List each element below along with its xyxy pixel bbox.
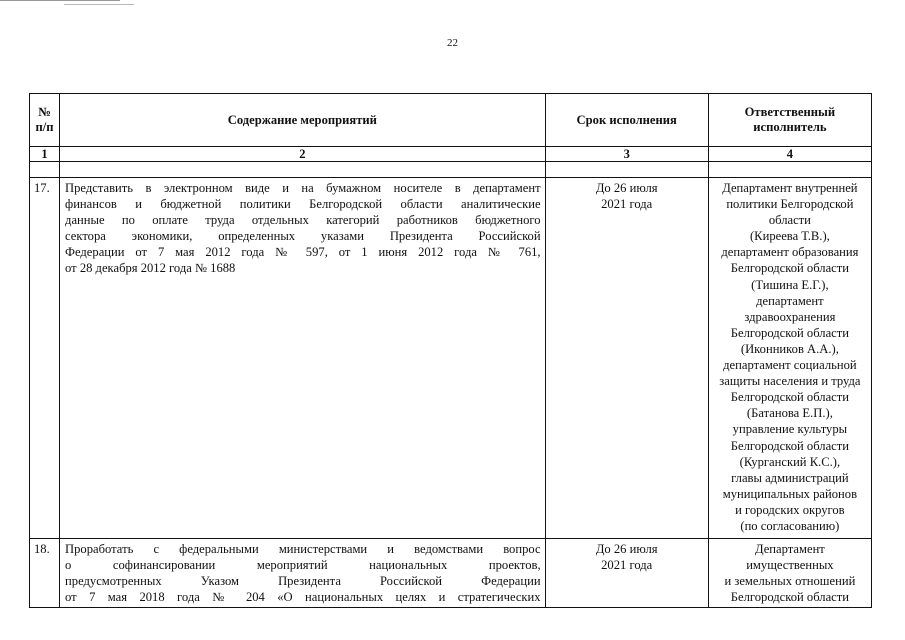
table-row [30,539,872,608]
header-num-label: № п/п [35,105,54,134]
header-executor-label: Ответственный исполнитель [744,105,836,134]
executor-line: имущественных [746,558,834,573]
executor-line: Департамент внутренней [722,181,858,195]
deadline-line: 2021 года [601,558,653,573]
column-number: 4 [708,147,871,162]
executor-line: управление культуры [732,422,848,437]
empty-cell [708,162,871,178]
executor-line: Департамент [754,542,825,556]
executor-line: Белгородской области [730,590,850,605]
content-line: данные по оплате труда отдельных категорий работников бюджетного [65,213,541,228]
deadline-cell [545,178,708,539]
column-number-row [30,147,872,162]
content-line: от 7 мая 2018 года № 204 «О национальных целях и стратегических [65,590,541,605]
header-executor [708,94,871,147]
measure-content [60,178,546,539]
executor-line: (Тишина Е.Г.), [751,277,829,292]
executor-cell [708,178,871,539]
measure-content [60,539,546,608]
column-number: 2 [60,147,546,162]
content-line: от 28 декабря 2012 года № 1688 [65,261,236,276]
executor-line: департамент социальной [723,358,857,373]
executor-line: (Иконников А.А.), [740,341,839,356]
content-line: финансов и бюджетной политики Белгородской области аналитические [65,197,541,212]
executor-cell [708,539,871,608]
header-content: Содержание мероприятий [60,94,546,147]
executor-line: главы администраций [731,470,849,485]
executor-line: департамент [756,293,824,308]
executor-line: муниципальных районов [722,486,858,501]
header-deadline: Срок исполнения [545,94,708,147]
executor-line: Белгородской области [730,261,850,276]
executor-line: Белгородской области [730,325,850,340]
page-number: 22 [447,37,458,49]
empty-cell [60,162,546,178]
row-number: 18. [30,539,60,608]
deadline-line: 2021 года [601,197,653,212]
executor-line: (Курганский К.С.), [739,454,841,469]
executor-line: Белгородской области [730,438,850,453]
deadline-line: До 26 июля [595,181,658,195]
column-number: 3 [545,147,708,162]
row-number: 17. [30,178,60,539]
table-header-row [30,94,872,147]
deadline-cell [545,539,708,608]
content-line: предусмотренных Указом Президента Российской Федерации [65,574,541,589]
header-num [30,94,60,147]
executor-line: и городских округов [735,502,845,517]
content-line: о софинансировании мероприятий национальных проектов, [65,558,541,573]
executor-line: здравоохранения [744,309,836,324]
measures-table [29,93,872,608]
executor-line: защиты населения и труда [719,374,861,389]
executor-line: политики Белгородской [726,197,854,212]
spacer-row [30,162,872,178]
content-line: Проработать с федеральными министерствами и ведомствами вопрос [65,542,541,556]
executor-line: области [768,213,811,228]
table-row [30,178,872,539]
executor-line: департамент образования [721,245,859,260]
executor-line: Белгородской области [730,390,850,405]
measures-table-container [29,93,872,640]
content-line: Федерации от 7 мая 2012 года № 597, от 1 июня 2012 года № 761, [65,245,541,260]
executor-line: (Киреева Т.В.), [749,229,830,244]
content-line: Представить в электронном виде и на бумажном носителе в департамент [65,181,541,195]
deadline-line: До 26 июля [595,542,658,556]
empty-cell [30,162,60,178]
column-number: 1 [30,147,60,162]
content-line: сектора экономики, определенных указами Президента Российской [65,229,541,244]
executor-line: и земельных отношений [724,574,856,589]
executor-line: (Батанова Е.П.), [746,406,833,421]
empty-cell [545,162,708,178]
scan-edge-mark [64,0,134,5]
executor-line: (по согласованию) [740,518,840,533]
